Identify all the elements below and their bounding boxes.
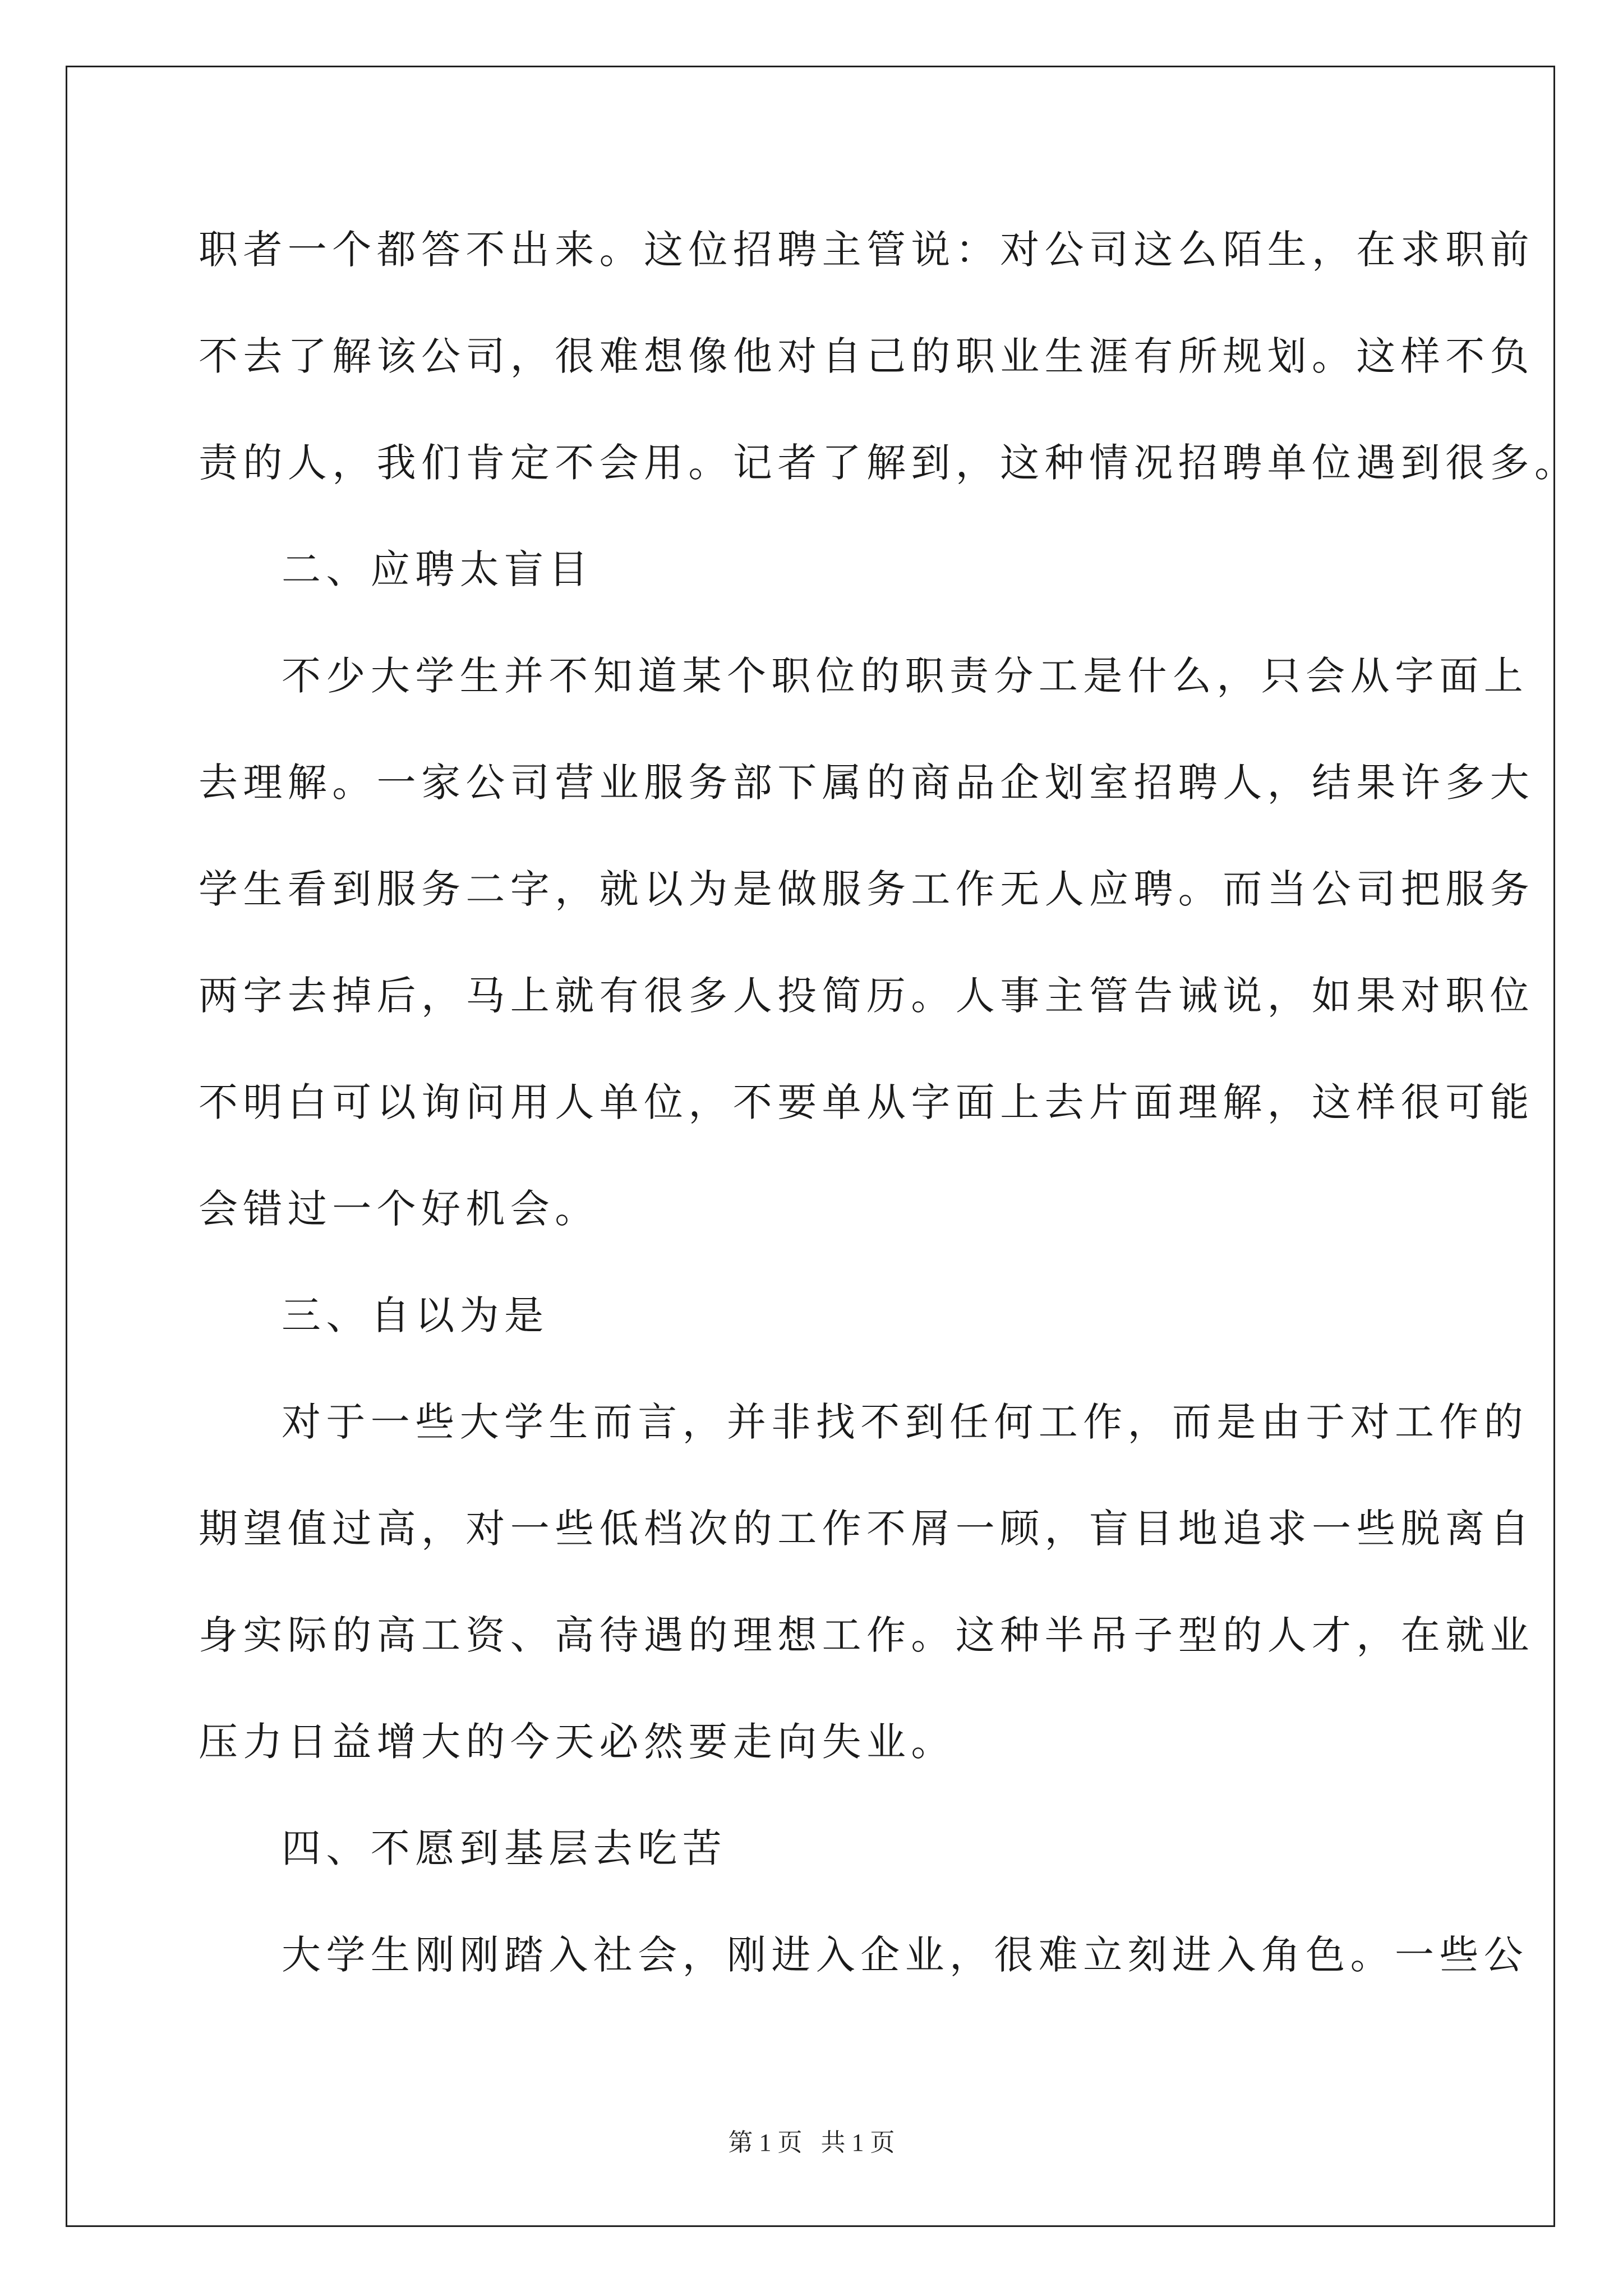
body-line-9: 不明白可以询问用人单位，不要单从字面上去片面理解，这样很可能: [199, 1079, 1534, 1125]
body-line-14: 身实际的高工资、高待遇的理想工作。这种半吊子型的人才，在就业: [199, 1612, 1534, 1658]
section-heading-2: 二、应聘太盲目: [282, 546, 593, 592]
body-line-5: 不少大学生并不知道某个职位的职责分工是什么，只会从字面上: [282, 653, 1529, 699]
section-heading-4: 四、不愿到基层去吃苦: [282, 1825, 727, 1871]
body-line-3: 责的人，我们肯定不会用。记者了解到，这种情况招聘单位遇到很多。: [199, 440, 1579, 486]
section-heading-3: 三、自以为是: [282, 1292, 549, 1338]
body-line-1: 职者一个都答不出来。这位招聘主管说：对公司这么陌生，在求职前: [199, 227, 1534, 273]
page-border: [66, 66, 1579, 2227]
body-line-13: 期望值过高，对一些低档次的工作不屑一顾，盲目地追求一些脱离自: [199, 1506, 1534, 1552]
body-line-15: 压力日益增大的今天必然要走向失业。: [199, 1719, 956, 1765]
body-line-2: 不去了解该公司，很难想像他对自己的职业生涯有所规划。这样不负: [199, 333, 1534, 379]
body-line-10: 会错过一个好机会。: [199, 1186, 600, 1232]
body-line-8: 两字去掉后，马上就有很多人投简历。人事主管告诫说，如果对职位: [199, 973, 1534, 1019]
body-line-6: 去理解。一家公司营业服务部下属的商品企划室招聘人，结果许多大: [199, 760, 1534, 806]
page-footer: 第 1 页 共 1 页: [728, 2129, 895, 2156]
body-line-12: 对于一些大学生而言，并非找不到任何工作，而是由于对工作的: [282, 1399, 1529, 1445]
body-line-17: 大学生刚刚踏入社会，刚进入企业，很难立刻进入角色。一些公: [282, 1932, 1529, 1978]
body-line-7: 学生看到服务二字，就以为是做服务工作无人应聘。而当公司把服务: [199, 866, 1534, 912]
